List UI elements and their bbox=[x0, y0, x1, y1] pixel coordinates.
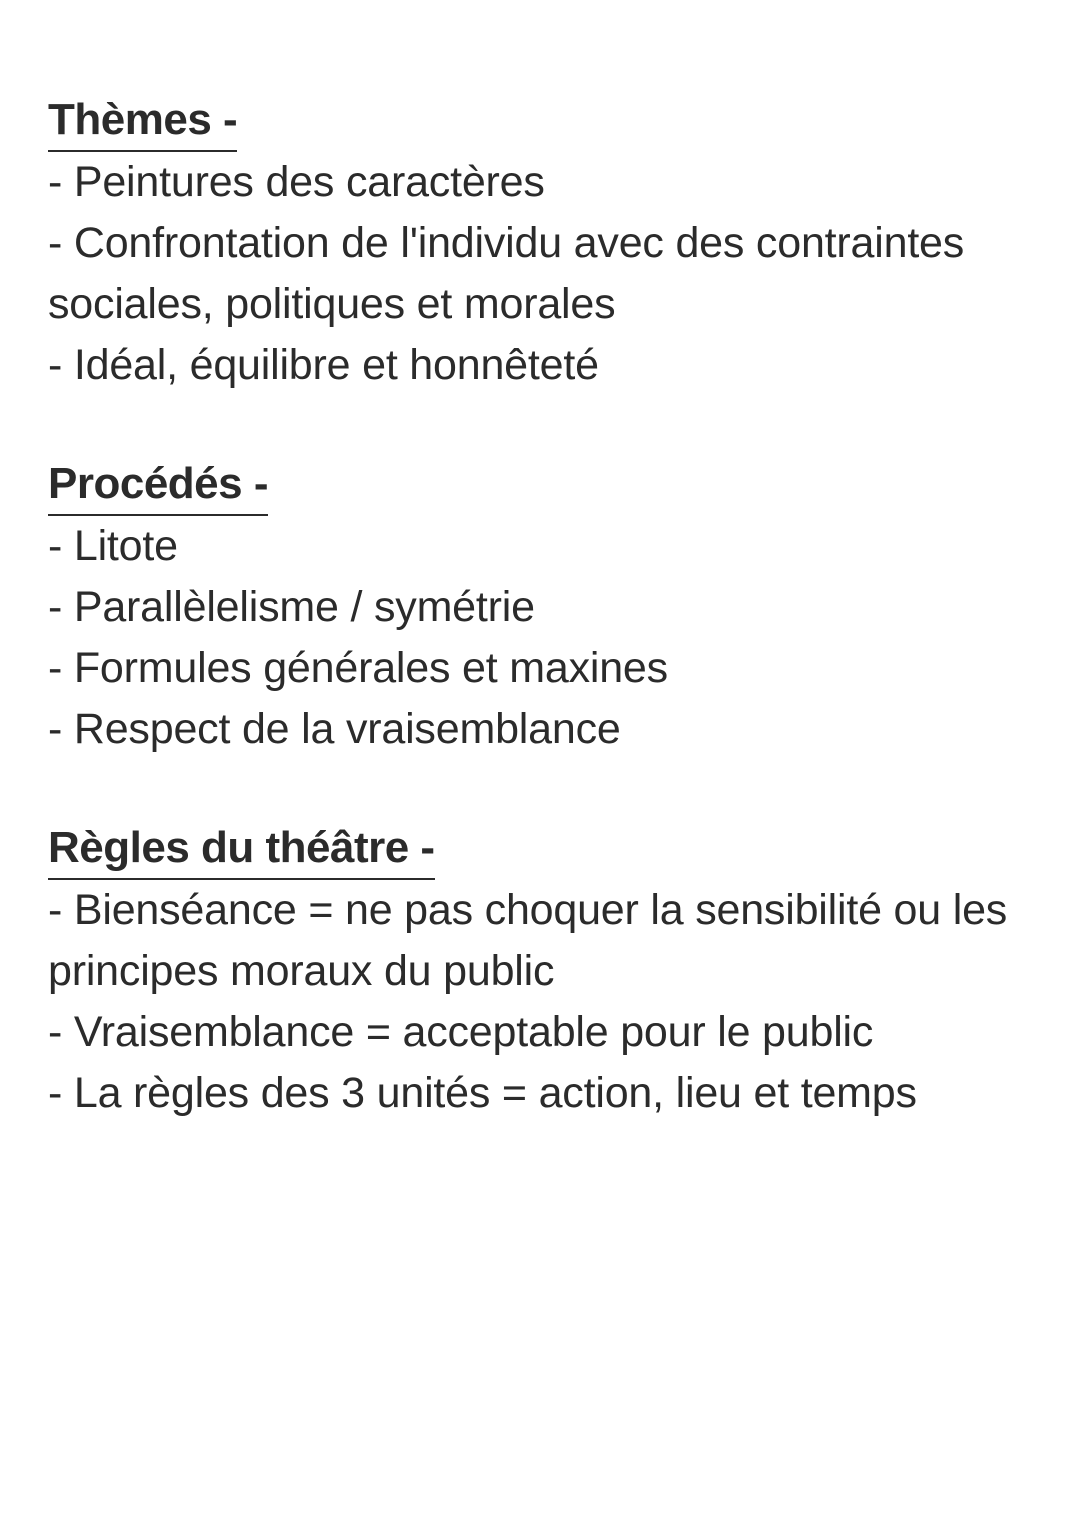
regles-list bbox=[48, 880, 1032, 1124]
list-item: - Confrontation de l'individu avec des contraintes sociales, politiques et morales bbox=[48, 219, 965, 328]
section-themes bbox=[48, 90, 1032, 396]
list-item: - Vraisemblance = acceptable pour le public bbox=[48, 1008, 874, 1056]
list-item: - Peintures des caractères bbox=[48, 158, 545, 206]
list-item: - Litote bbox=[48, 522, 178, 570]
list-item: - La règles des 3 unités = action, lieu et temps bbox=[48, 1069, 917, 1117]
list-item: - Idéal, équilibre et honnêteté bbox=[48, 341, 599, 389]
themes-list bbox=[48, 152, 1032, 396]
section-procedes bbox=[48, 454, 1032, 760]
list-item: - Parallèlelisme / symétrie bbox=[48, 583, 535, 631]
procedes-list bbox=[48, 516, 1032, 760]
section-title: Procédés - bbox=[48, 454, 268, 516]
section-title: Thèmes - bbox=[48, 90, 237, 152]
section-title: Règles du théâtre - bbox=[48, 818, 435, 880]
list-item: - Formules générales et maxines bbox=[48, 644, 668, 692]
list-item: - Respect de la vraisemblance bbox=[48, 705, 621, 753]
list-item: - Bienséance = ne pas choquer la sensibilité ou les principes moraux du public bbox=[48, 886, 1008, 995]
section-regles bbox=[48, 818, 1032, 1124]
